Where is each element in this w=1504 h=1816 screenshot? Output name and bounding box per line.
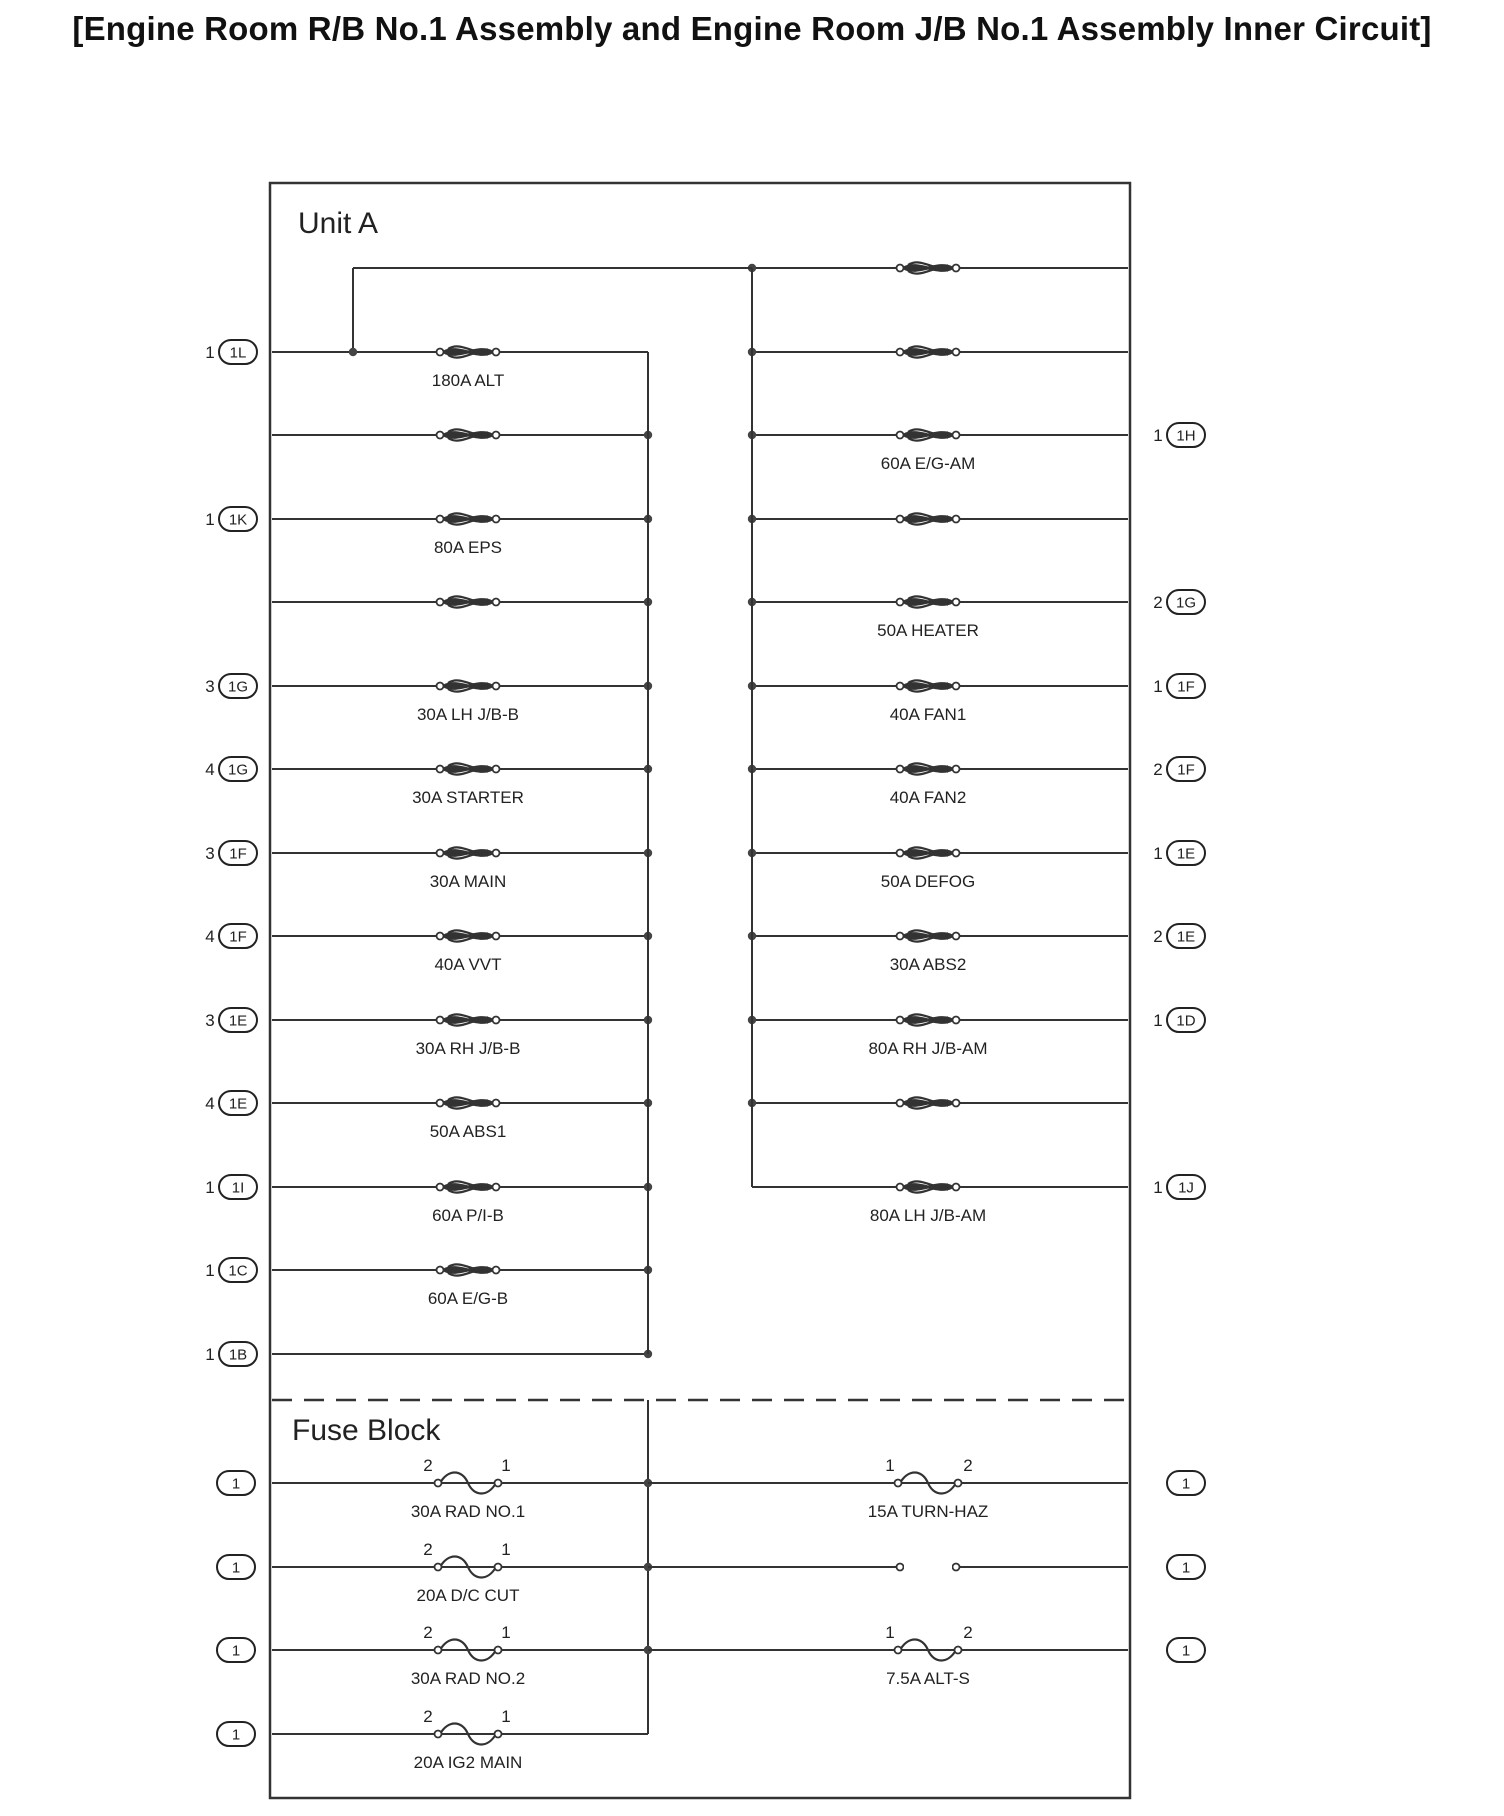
fuse-pin-number: 2 [423, 1623, 433, 1642]
connector-pin-number: 1 [1153, 1011, 1163, 1030]
connector-left-1-1l [205, 340, 257, 364]
fuse-label-30a-lh-j-b-b: 30A LH J/B-B [416, 705, 520, 724]
connector-right-1-1j [1153, 1175, 1205, 1199]
connector-id: 1E [1176, 845, 1196, 863]
connector-pin-number: 1 [1153, 844, 1163, 863]
fuse-label-20a-ig2-main: 20A IG2 MAIN [413, 1753, 523, 1772]
fuse-label-40a-vvt: 40A VVT [434, 955, 502, 974]
connector-pin-number: 1 [1153, 677, 1163, 696]
fuse-pin-number: 2 [423, 1707, 433, 1726]
connector-right-1-1d [1153, 1008, 1205, 1032]
fuse-pin-number: 2 [963, 1456, 973, 1475]
fuse-30a-rh-j-b-b-icon [437, 1014, 500, 1025]
fuse-unit-a-right-1-icon [897, 262, 960, 273]
connector-id: 1C [228, 1262, 248, 1280]
connector-id: 1G [1175, 594, 1197, 612]
fuse-pin-number: 2 [423, 1540, 433, 1559]
connector-id: 1B [228, 1346, 248, 1364]
fuse-30a-starter-icon [437, 763, 500, 774]
connector-fuse-block-left-2 [217, 1555, 255, 1579]
fuse-label-7-5a-alt-s: 7.5A ALT-S [886, 1669, 970, 1688]
connector-right-1-1f [1153, 674, 1205, 698]
connector-left-3-1g [205, 674, 257, 698]
connector-pin-number: 2 [1153, 593, 1163, 612]
fuse-pin-number: 2 [423, 1456, 433, 1475]
connector-pin-number: 1 [205, 1178, 215, 1197]
fuse-label-30a-rh-j-b-b: 30A RH J/B-B [415, 1039, 521, 1058]
connector-id: 1E [1176, 928, 1196, 946]
fuses [435, 262, 962, 1744]
fuse-180a-alt-icon [437, 346, 500, 357]
fuse-label-80a-lh-j-b-am: 80A LH J/B-AM [869, 1206, 987, 1225]
connector-left-3-1f [205, 841, 257, 865]
fuse-label-60a-e-g-am: 60A E/G-AM [880, 454, 976, 473]
connector-left-1-1i [205, 1175, 257, 1199]
fuse-unit-a-right-4-icon [897, 513, 960, 524]
connector-left-1-1c [205, 1258, 257, 1282]
fuse-80a-eps-icon [437, 513, 500, 524]
fuse-label-30a-rad-no-2: 30A RAD NO.2 [410, 1669, 526, 1688]
connector-id: 1G [227, 678, 249, 696]
fuse-pin-number: 2 [963, 1623, 973, 1642]
fuse-pin-number: 1 [501, 1456, 511, 1475]
connector-pin-number: 3 [205, 677, 215, 696]
connector-id: 1K [228, 511, 248, 529]
connector-id: 1E [228, 1012, 248, 1030]
fuse-pin-number: 1 [501, 1540, 511, 1559]
fuse-60a-e-g-b-icon [437, 1264, 500, 1275]
connector-fuse-block-right-2 [1167, 1555, 1205, 1579]
connector-id: 1F [1177, 761, 1195, 779]
connector-id: 1F [1177, 678, 1195, 696]
connector-id: 1 [231, 1475, 241, 1493]
fuse-60a-p-i-b-icon [437, 1181, 500, 1192]
fuse-80a-lh-j-b-am-icon [897, 1181, 960, 1192]
connector-pin-number: 1 [1153, 426, 1163, 445]
fuse-label-15a-turn-haz: 15A TURN-HAZ [867, 1502, 989, 1521]
page-title: [Engine Room R/B No.1 Assembly and Engine Room J/B No.1 Assembly Inner Circuit] [72, 10, 1432, 47]
connector-pin-number: 1 [1153, 1178, 1163, 1197]
connector-pin-number: 4 [205, 927, 215, 946]
fuse-unit-a-left-4-icon [437, 596, 500, 607]
connector-fuse-block-right-3 [1167, 1638, 1205, 1662]
connector-pin-number: 2 [1153, 760, 1163, 779]
fuse-label-40a-fan2: 40A FAN2 [889, 788, 967, 807]
connector-pin-number: 3 [205, 1011, 215, 1030]
fuse-label-80a-rh-j-b-am: 80A RH J/B-AM [868, 1039, 988, 1058]
fuse-label-50a-abs1: 50A ABS1 [429, 1122, 507, 1141]
fuse-30a-lh-j-b-b-icon [437, 680, 500, 691]
fuse-label-180a-alt: 180A ALT [431, 371, 505, 390]
connector-id: 1 [1181, 1642, 1191, 1660]
fuse-label-60a-p-i-b: 60A P/I-B [432, 1206, 504, 1225]
connector-right-2-1e [1153, 924, 1205, 948]
connector-left-4-1f [205, 924, 257, 948]
connector-id: 1F [229, 845, 247, 863]
fuse-50a-abs1-icon [437, 1097, 500, 1108]
fuse-unit-a-right-2-icon [897, 346, 960, 357]
connector-pin-number: 2 [1153, 927, 1163, 946]
connector-id: 1 [231, 1726, 241, 1744]
fuse-pin-number: 1 [885, 1623, 895, 1642]
fuse-pin-number: 1 [501, 1623, 511, 1642]
connector-left-1-1k [205, 507, 257, 531]
connector-right-1-1h [1153, 423, 1205, 447]
connector-id: 1 [231, 1559, 241, 1577]
connector-id: 1 [231, 1642, 241, 1660]
fuse-30a-abs2-icon [897, 930, 960, 941]
connector-left-4-1g [205, 757, 257, 781]
fuse-unit-a-right-11-icon [897, 1097, 960, 1108]
connector-left-3-1e [205, 1008, 257, 1032]
connector-id: 1G [227, 761, 249, 779]
open-gap-mask [904, 1564, 952, 1570]
fuse-label-50a-defog: 50A DEFOG [880, 872, 976, 891]
fuse-60a-e-g-am-icon [897, 429, 960, 440]
connector-fuse-block-left-4 [217, 1722, 255, 1746]
fuse-50a-defog-icon [897, 847, 960, 858]
fuse-pin-number: 1 [885, 1456, 895, 1475]
fuse-pin-number: 1 [501, 1707, 511, 1726]
connector-fuse-block-left-1 [217, 1471, 255, 1495]
fuse-80a-rh-j-b-am-icon [897, 1014, 960, 1025]
connector-id: 1J [1178, 1179, 1194, 1197]
connector-id: 1 [1181, 1475, 1191, 1493]
fuse-30a-main-icon [437, 847, 500, 858]
connector-pin-number: 1 [205, 510, 215, 529]
connector-right-2-1f [1153, 757, 1205, 781]
unit-outline [270, 183, 1130, 1798]
junction-dot [349, 348, 357, 356]
unit-a-label: Unit A [298, 207, 379, 240]
connector-left-1-1b [205, 1342, 257, 1366]
fuse-label-30a-rad-no-1: 30A RAD NO.1 [410, 1502, 526, 1521]
connector-pin-number: 1 [205, 1261, 215, 1280]
fuse-label-30a-starter: 30A STARTER [412, 788, 524, 807]
fuse-labels [411, 371, 988, 1772]
fuse-label-60a-e-g-b: 60A E/G-B [427, 1289, 509, 1308]
fuse-label-50a-heater: 50A HEATER [877, 621, 979, 640]
connector-id: 1D [1176, 1012, 1196, 1030]
fuse-40a-fan1-icon [897, 680, 960, 691]
connector-id: 1F [229, 928, 247, 946]
connector-fuse-block-right-1 [1167, 1471, 1205, 1495]
connector-right-2-1g [1153, 590, 1205, 614]
connector-right-1-1e [1153, 841, 1205, 865]
connector-id: 1E [228, 1095, 248, 1113]
connector-pin-number: 3 [205, 844, 215, 863]
connector-pin-number: 4 [205, 760, 215, 779]
fuse-label-30a-abs2: 30A ABS2 [889, 955, 967, 974]
fuse-label-80a-eps: 80A EPS [433, 538, 503, 557]
connector-id: 1L [229, 344, 247, 362]
connector-pin-number: 1 [205, 1345, 215, 1364]
fuse-block-label: Fuse Block [292, 1414, 441, 1447]
fuse-unit-a-left-2-icon [437, 429, 500, 440]
fuse-label-30a-main: 30A MAIN [429, 872, 507, 891]
connector-left-4-1e [205, 1091, 257, 1115]
connector-pin-number: 4 [205, 1094, 215, 1113]
fuse-40a-fan2-icon [897, 763, 960, 774]
fuse-40a-vvt-icon [437, 930, 500, 941]
fuse-50a-heater-icon [897, 596, 960, 607]
fuse-label-20a-d-c-cut: 20A D/C CUT [416, 1586, 520, 1605]
connector-id: 1H [1176, 427, 1196, 445]
connector-fuse-block-left-3 [217, 1638, 255, 1662]
connector-id: 1 [1181, 1559, 1191, 1577]
fuse-label-40a-fan1: 40A FAN1 [889, 705, 967, 724]
connector-pin-number: 1 [205, 343, 215, 362]
connector-id: 1I [231, 1179, 245, 1197]
wiring [272, 264, 1128, 1734]
connectors [205, 340, 1205, 1746]
